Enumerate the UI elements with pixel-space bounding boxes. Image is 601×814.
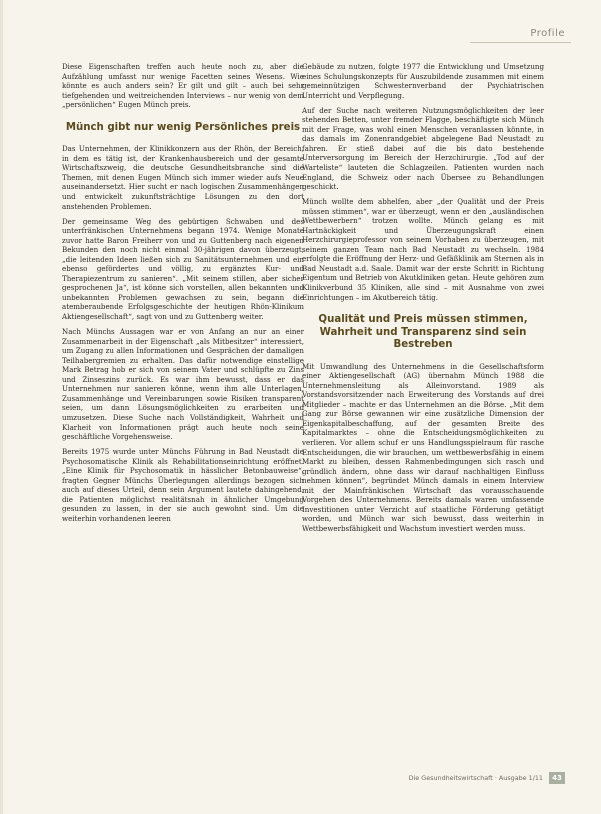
paragraph: Das Unternehmen, der Klinikkonzern aus der Rhön, der Bereich, in dem es tätig ist, der Krankenhausbereich und der gesamte Wirtschaftszweig, die deutsche Gesundheitsbranche sind die Themen, mit denen Eugen Münch sich immer wieder aufs Neue auseinandersetzt. Hier sucht er nach logischen Zusammenhängen und entwickelt zukunftsträchtige Lösungen zu den dort anstehenden Problemen. <box>62 144 304 211</box>
page-number: 43 <box>549 772 565 784</box>
paragraph: Gebäude zu nutzen, folgte 1977 die Entwicklung und Umsetzung eines Schulungskonzepts für Auszubildende zusammen mit einem gemeinnützigen Schwesternverband der Psychiatrischen Unterricht und Verpflegung. <box>302 62 544 100</box>
page-footer <box>409 772 565 784</box>
paragraph: Diese Eigenschaften treffen auch heute noch zu, aber die Aufzählung umfasst nur wenige Facetten seines Wesens. Wie könnte es auch anders sein? Er gilt und gilt – auch bei sehr tiefgehenden und weitreichenden Interviews – nur wenig von dem „persönlichen“ Eugen Münch preis. <box>62 62 304 110</box>
left-column <box>62 62 304 529</box>
paragraph: Der gemeinsame Weg des gebürtigen Schwaben und des unterfränkischen Unternehmens begann 1974. Wenige Monate zuvor hatte Baron Freiherr von und zu Guttenberg nach eigenen Bekunden den noch nicht einmal 30-jährigen davon überzeugt, „die leitenden Ideen ließen sich zu Sanitätsunternehmen und ein ebenso gefördertes und völlig, zu ergänztes Kur- und Therapiezentrum zu sanieren“. „Mit seinem stillen, aber sicher gesprochenen Ja“, ist könne sich vorstellen, allen bekannten und unbekannten Problemen gewachsen zu sein, begann die atemberaubende Erfolgsgeschichte der heutigen Rhön-Klinikum Aktiengesellschaft“, sagt von und zu Guttenberg weiter. <box>62 216 304 322</box>
section-label: Profile <box>530 28 565 39</box>
right-column <box>302 62 544 539</box>
paragraph: Bereits 1975 wurde unter Münchs Führung in Bad Neustadt die Psychosomatische Klinik als Rehabilitationseinrichtung eröffnet. „Eine Klinik für Psychosomatik in hässlicher Betonbauweise“, fragten Gegner Münchs Überlegungen allerdings bezogen sich auch auf dieses Urteil, denn sein Argument lautete dahingehend, die Patienten möglichst realitätsnah in ähnlicher Umgebung gesunden zu lassen, in der sie auch gewohnt sind. Um die weiterhin vorhandenen leeren <box>62 447 304 523</box>
paragraph: Nach Münchs Aussagen war er von Anfang an nur an einer Zusammenarbeit in der Eigenschaft „als Mitbesitzer“ interessiert, um Zugang zu allen Informationen und Gesprächen der damaligen Teilhabergremien zu erhalten. Das dafür notwendige einstellige Mark Betrag hob er sich von seinem Vater und schlüpfte zu Zins und Zinseszins zurück. Es war ihm bewusst, dass er das Unternehmen nur sanieren könne, wenn ihm alle Unterlagen, Zusammenhänge und Vereinbarungen sowie Risiken transparent seien, um dann Lösungsmöglichkeiten zu erarbeiten und umzusetzen. Diese Suche nach Vollständigkeit, Wahrheit und Klarheit von Informationen prägt auch heute noch seine geschäftliche Vorgehensweise. <box>62 327 304 442</box>
paragraph: Mit Umwandlung des Unternehmens in die Gesellschaftsform einer Aktiengesellschaft (AG) übernahm Münch 1988 die Unternehmensleitung als Alleinvorstand. 1989 als Vorstandsvorsitzender nach Erweiterung des Vorstands auf drei Mitglieder – machte er das Unternehmen an die Börse. „Mit dem Gang zur Börse gewannen wir eine zusätzliche Dimension der Eigenkapitalbeschaffung, auf der gesamten Breite des Kapitalmarktes – ohne die Entscheidungsmöglichkeiten zu verlieren. Vor allem schuf er uns Handlungsspielraum für rasche Entscheidungen, die wir brauchen, um wettbewerbsfähig in einem Markt zu bleiben, dessen Rahmenbedingungen sich rasch und gründlich ändern, ohne dass wir darauf nachhaltigen Einfluss nehmen können“, begründet Münch damals in einem Interview mit der Mainfränkischen Wirtschaft das vorausschauende Vorgehen des Unternehmens. Bereits damals waren umfassende Investitionen unter Verzicht auf staatliche Förderung getätigt worden, und Münch war sich bewusst, dass weiterhin in Wettbewerbsfähigkeit und Wachstum investiert werden muss. <box>302 361 544 533</box>
paragraph: Münch wollte dem abhelfen, aber „der Qualität und der Preis müssen stimmen“, war er überzeugt, wenn er den „ausländischen Wettbewerbern“ trotzen wollte. Münch gelang es mit Hartnäckigkeit und Überzeugungskraft einen Herzchirurgieprofessor von seinem Vorhaben zu überzeugen, mit seinem ganzen Team nach Bad Neustadt zu wechseln. 1984 erfolgte die Eröffnung der Herz- und Gefäßklinik am Sternen als in Bad Neustadt a.d. Saale. Damit war der erste Schritt in Richtung Eigentum und Betrieb von Akutkliniken getan. Heute gehören zum Klinikverbund 35 Kliniken, alle sind – mit Ausnahme von zwei Einrichtungen – im Akutbereich tätig. <box>302 197 544 302</box>
paragraph: Auf der Suche nach weiteren Nutzungsmöglichkeiten der leer stehenden Betten, unter fremder Flagge, beschäftigte sich Münch mit der Frage, was wohl einen Menschen veranlassen könnte, in das damals im Zonenrandgebiet abgelegene Bad Neustadt zu fahren. Er stieß dabei auf die bis dato bestehende Unterversorgung im Bereich der Herzchirurgie. „Tod auf der Warteliste“ lauteten die Schlagzeilen. Patienten wurden nach England, die Schweiz oder nach Übersee zu Behandlungen geschickt. <box>302 105 544 192</box>
publication-name: Die Gesundheitswirtschaft · Ausgabe 1/11 <box>408 774 543 782</box>
subheading: Qualität und Preis müssen stimmen, Wahrheit und Transparenz sind sein Bestreben <box>318 314 528 351</box>
subheading: Münch gibt nur wenig Persönliches preis <box>65 121 301 133</box>
